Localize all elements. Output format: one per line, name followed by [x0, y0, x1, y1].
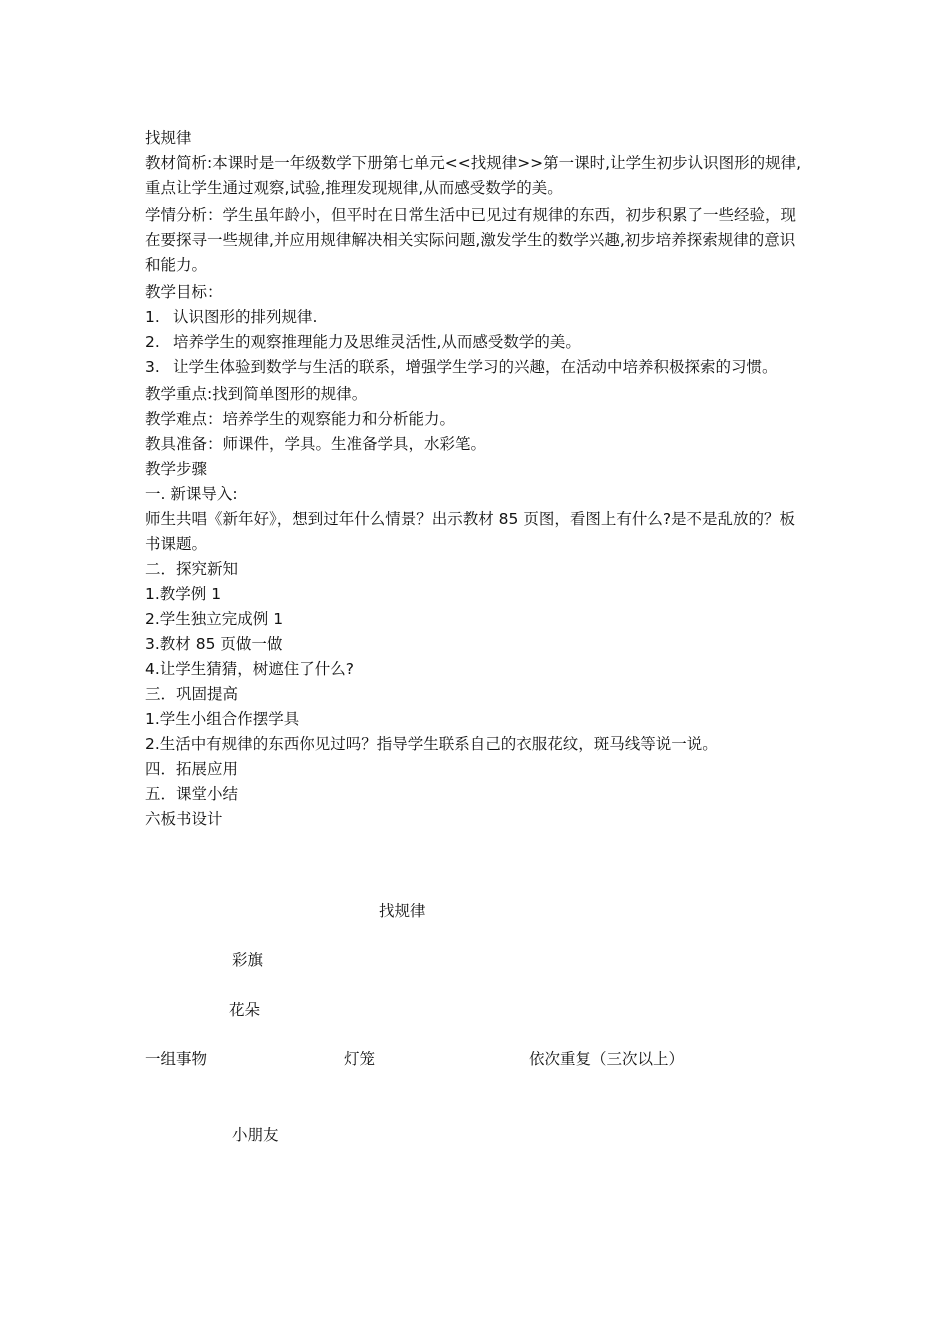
section-heading: 三．巩固提高: [145, 685, 239, 703]
goal-text: 培养学生的观察推理能力及思维灵活性,从而感受数学的美。: [173, 333, 581, 351]
goals-heading: 教学目标：: [145, 283, 223, 301]
steps-heading: 教学步骤: [145, 460, 208, 478]
student-analysis: 学情分析：学生虽年龄小，但平时在日常生活中已见过有规律的东西，初步积累了一些经验，现在要探寻一些规律,并应用规律解决相关实际问题,激发学生的数学兴趣,初步培养探索规律的意识和能力。: [145, 206, 797, 274]
section-line: 3.教材 85 页做一做: [145, 635, 283, 653]
textbook-analysis: 教材简析:本课时是一年级数学下册第七单元<<找规律>>第一课时,让学生初步认识图形的规律,重点让学生通过观察,试验,推理发现规律,从而感受数学的美。: [145, 154, 802, 197]
section-heading: 五．课堂小结: [145, 785, 239, 803]
board-rule: 依次重复（三次以上）: [529, 1050, 685, 1068]
key-point: 教学重点:找到简单图形的规律。: [145, 385, 368, 403]
difficulty: 教学难点：培养学生的观察能力和分析能力。: [145, 410, 456, 428]
section-line: 师生共唱《新年好》，想到过年什么情景？出示教材 85 页图，看图上有什么?是不是乱放的？板书课题。: [145, 510, 796, 553]
section-line: 4.让学生猜猜，树遮住了什么?: [145, 660, 355, 678]
goal-number: 2.: [145, 333, 160, 351]
section-line: 1.教学例 1: [145, 585, 222, 603]
section-heading: 一. 新课导入:: [145, 485, 238, 503]
materials: 教具准备：师课件，学具。生准备学具，水彩笔。: [145, 435, 487, 453]
section-heading: 四．拓展应用: [145, 760, 239, 778]
board-group-label: 一组事物: [145, 1050, 208, 1068]
section-heading: 二．探究新知: [145, 560, 239, 578]
goal-text: 让学生体验到数学与生活的联系，增强学生学习的兴趣，在活动中培养积极探索的习惯。: [173, 358, 778, 376]
board-item-flags: 彩旗: [232, 951, 264, 969]
goal-number: 1.: [145, 308, 160, 326]
doc-title: 找规律: [145, 129, 192, 147]
board-item-lanterns: 灯笼: [344, 1050, 376, 1068]
section-line: 2.学生独立完成例 1: [145, 610, 284, 628]
section-line: 1.学生小组合作摆学具: [145, 710, 300, 728]
goal-number: 3.: [145, 358, 160, 376]
board-item-flowers: 花朵: [229, 1001, 261, 1019]
goal-text: 认识图形的排列规律.: [173, 308, 318, 326]
board-title: 找规律: [379, 902, 426, 920]
section-heading: 六板书设计: [145, 810, 223, 828]
board-item-children: 小朋友: [232, 1126, 279, 1144]
section-line: 2.生活中有规律的东西你见过吗？指导学生联系自己的衣服花纹，斑马线等说一说。: [145, 735, 718, 753]
